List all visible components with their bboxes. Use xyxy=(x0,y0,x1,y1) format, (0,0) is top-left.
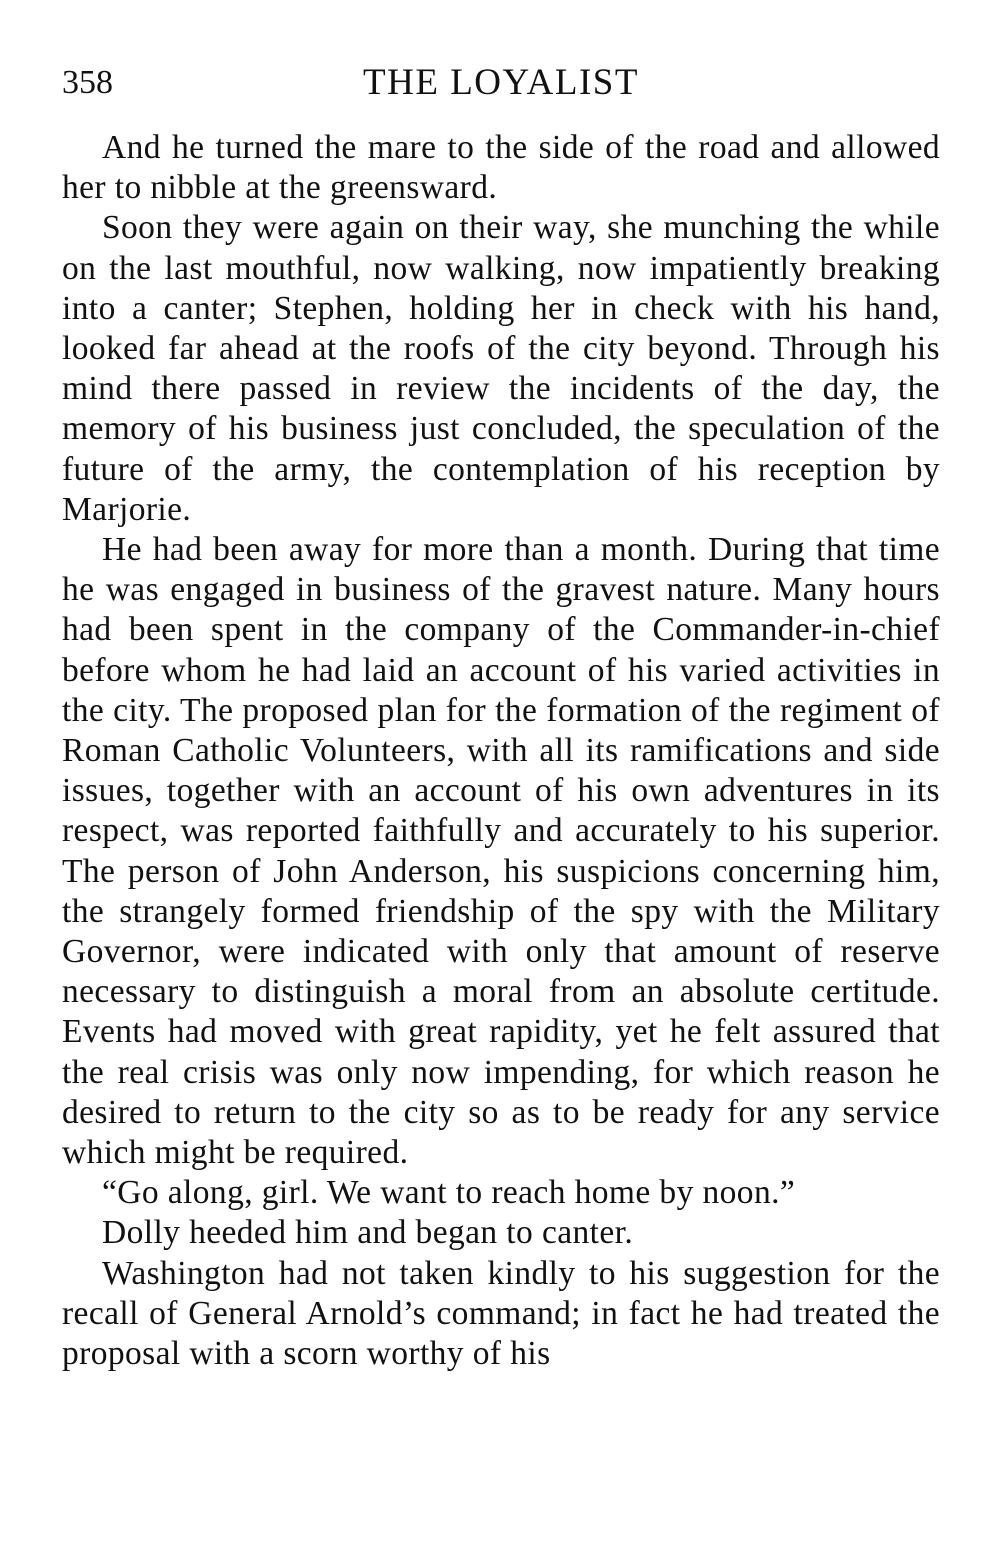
paragraph: Soon they were again on their way, she munching the while on the last mouthful, now walking, now impatiently breaking into a canter; Stephen, holding her in check with his hand, looked far ahead at the roofs of the city beyond. Through his mind there passed in review the incidents of the day, the memory of his business just concluded, the speculation of the future of the army, the contemplation of his reception by Marjorie. xyxy=(62,209,940,528)
paragraph: He had been away for more than a month. During that time he was engaged in business of the gravest nature. Many hours had been spent in the company of the Commander-in-chief before whom he had laid an account of his varied activities in the city. The proposed plan for the formation of the regiment of Roman Catholic Volunteers, with all its ramifications and side issues, together with an account of his own adventures in its respect, was reported faithfully and accurately to his superior. The person of John Anderson, his suspicions concerning him, the strangely formed friendship of the spy with the Military Governor, were indicated with only that amount of reserve necessary to distinguish a moral from an absolute certitude. Events had moved with great rapidity, yet he felt assured that the real crisis was only now impending, for which reason he desired to return to the city so as to be ready for any service which might be required. xyxy=(62,531,940,1172)
paragraph: And he turned the mare to the side of the road and allowed her to nibble at the greensward. xyxy=(62,129,940,207)
body-text xyxy=(62,128,940,1374)
page-header xyxy=(62,58,940,108)
paragraph: Dolly heeded him and began to canter. xyxy=(102,1214,634,1252)
paragraph: Washington had not taken kindly to his suggestion for the recall of General Arnold’s command; in fact he had treated the proposal with a scorn worthy of his xyxy=(62,1254,940,1373)
paragraph: “Go along, girl. We want to reach home by noon.” xyxy=(102,1174,796,1212)
page-number: 358 xyxy=(62,64,113,101)
running-title: THE LOYALIST xyxy=(363,62,639,103)
